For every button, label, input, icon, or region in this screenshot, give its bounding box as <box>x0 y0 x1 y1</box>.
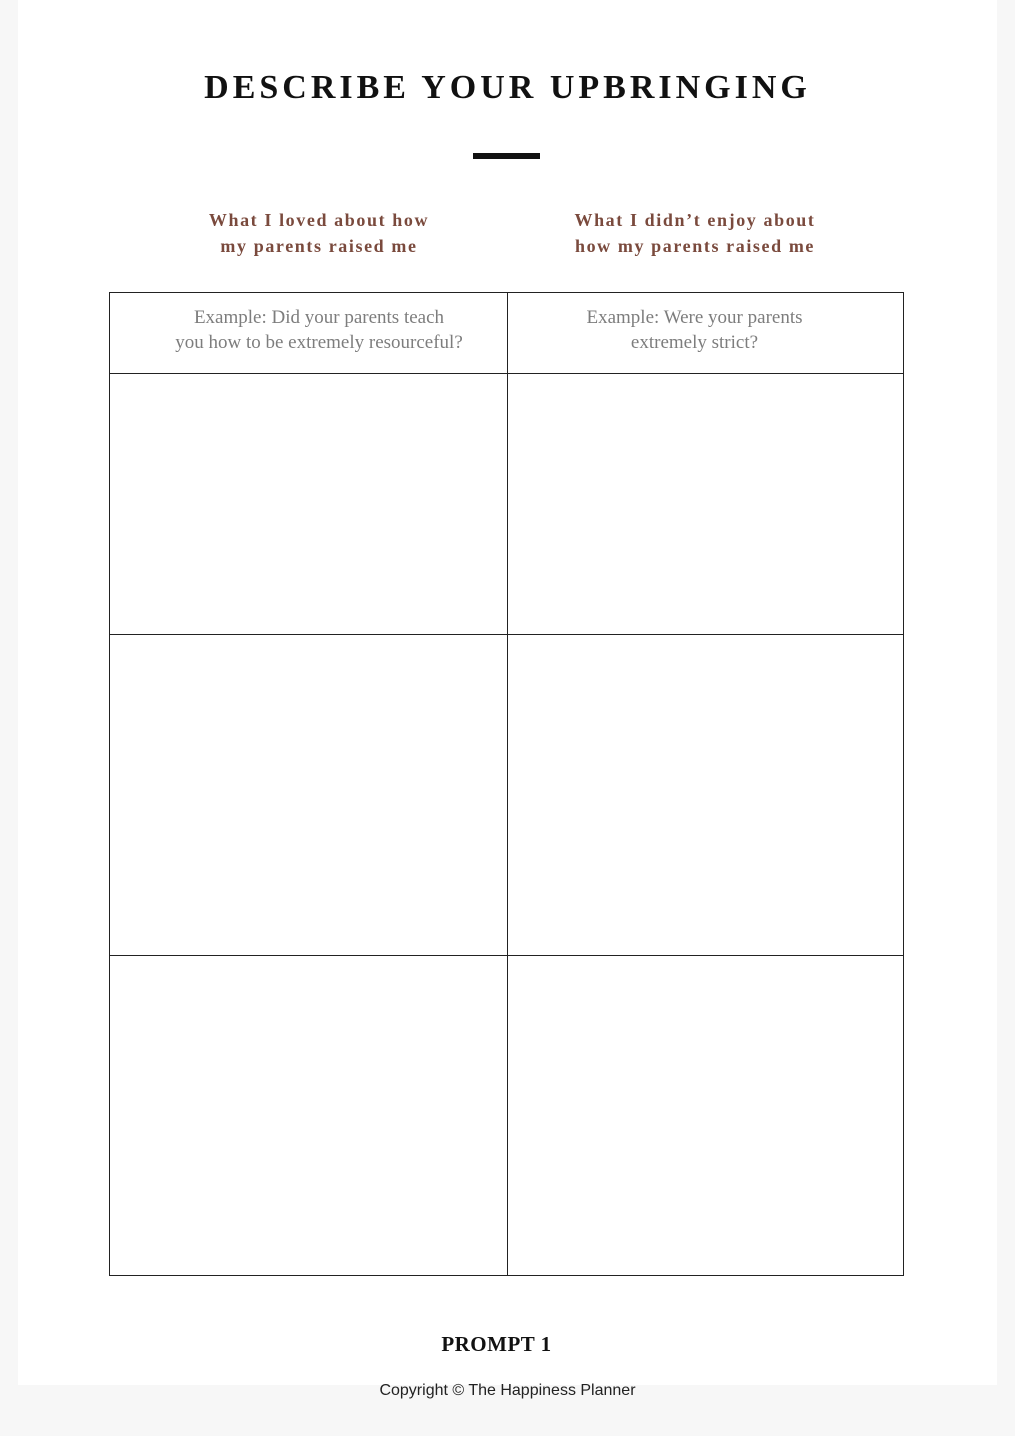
writing-cell-disliked-3[interactable] <box>508 956 904 1275</box>
column-heading-loved <box>160 207 478 259</box>
column-heading-loved-line1: What I loved about how <box>208 210 430 230</box>
writing-grid <box>109 292 904 1276</box>
column-heading-loved-line2: my parents raised me <box>220 236 418 256</box>
column-heading-disliked-line2: how my parents raised me <box>574 236 816 256</box>
title-divider <box>473 153 540 159</box>
writing-cell-loved-1[interactable] <box>110 374 507 634</box>
writing-cell-disliked-2[interactable] <box>508 635 904 955</box>
column-heading-disliked <box>536 207 854 259</box>
writing-cell-loved-2[interactable] <box>110 635 507 955</box>
example-prompt-disliked <box>507 305 882 355</box>
writing-cell-disliked-1[interactable] <box>508 374 904 634</box>
page-title: DESCRIBE YOUR UPBRINGING <box>204 69 811 106</box>
example-prompt-disliked-line2: extremely strict? <box>630 332 759 353</box>
example-prompt-disliked-line1: Example: Were your parents <box>586 307 803 328</box>
column-heading-disliked-line1: What I didn’t enjoy about <box>574 210 816 230</box>
writing-cell-loved-3[interactable] <box>110 956 507 1275</box>
example-prompt-loved <box>110 305 528 355</box>
example-prompt-loved-line2: you how to be extremely resourceful? <box>175 332 463 353</box>
copyright-text: Copyright © The Happiness Planner <box>379 1382 636 1399</box>
prompt-label: PROMPT 1 <box>441 1332 552 1356</box>
example-prompt-loved-line1: Example: Did your parents teach <box>193 307 445 328</box>
